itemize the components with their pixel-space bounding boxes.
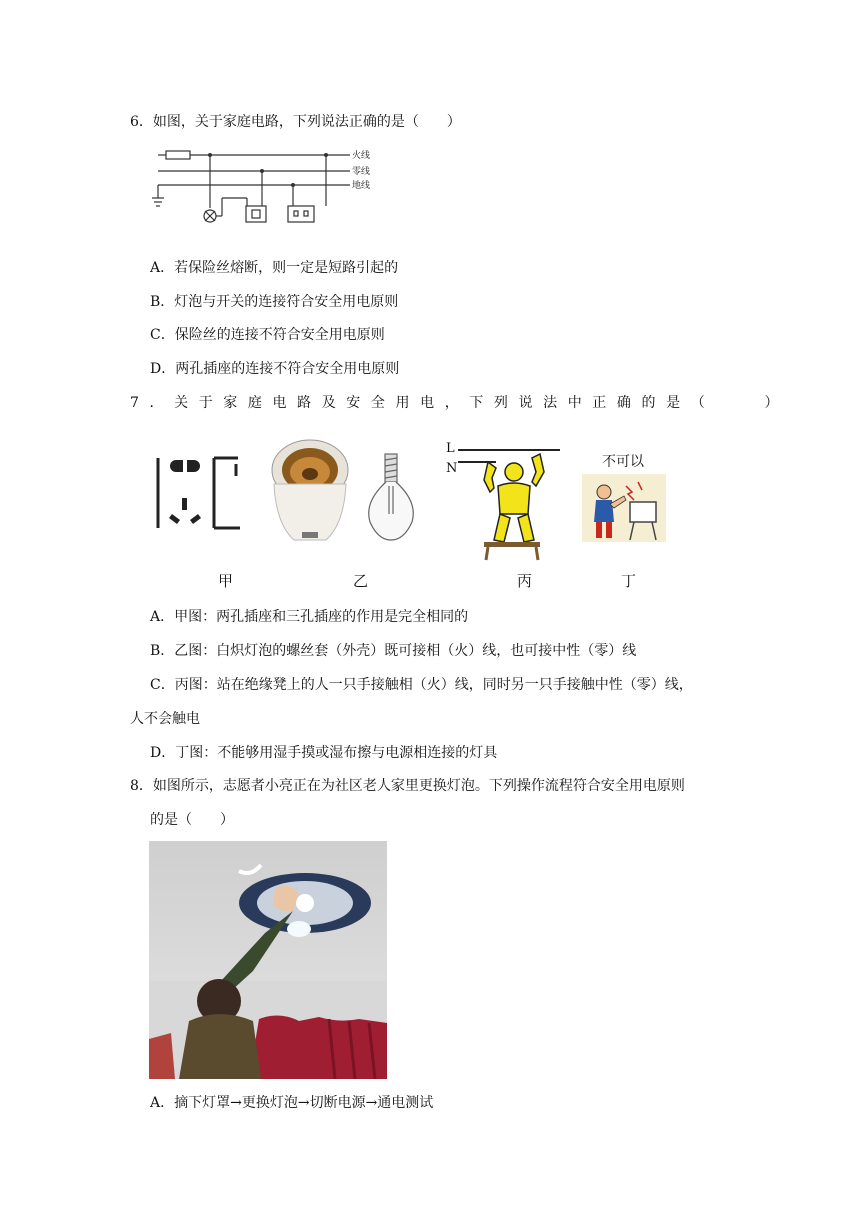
question-8-option-a: A．摘下灯罩→更换灯泡→切断电源→通电测试 bbox=[150, 1095, 434, 1111]
caption-ding: 丁 bbox=[621, 572, 637, 590]
ground-wire-label: 地线 bbox=[352, 181, 371, 191]
fuse-symbol bbox=[166, 151, 190, 159]
caption-bing: 丙 bbox=[517, 572, 533, 590]
question-7-option-c: C．丙图：站在绝缘凳上的人一只手接触相（火）线，同时另一只手接触中性（零）线， bbox=[150, 677, 693, 693]
wire-l-label: L bbox=[446, 441, 455, 456]
neutral-wire-label: 零线 bbox=[352, 167, 371, 177]
warning-text: 不可以 bbox=[602, 454, 644, 470]
question-7-stem: 7．关于家庭电路及安全用电，下列说法中正确的是（ ） bbox=[130, 395, 790, 411]
question-7-option-d: D．丁图：不能够用湿手摸或湿布擦与电源相连接的灯具 bbox=[150, 745, 498, 761]
question-8-photo-changing-bulb bbox=[149, 841, 387, 1079]
question-7-option-c-continued: 人不会触电 bbox=[130, 711, 200, 727]
figure-bing-person-touching-wires bbox=[444, 440, 564, 562]
caption-jia: 甲 bbox=[218, 572, 234, 590]
question-8-stem-continued: 的是（ ） bbox=[150, 812, 234, 828]
live-wire-label: 火线 bbox=[352, 151, 371, 161]
caption-yi: 乙 bbox=[353, 572, 369, 590]
figure-ding-wet-hand-warning bbox=[580, 452, 670, 548]
question-6-option-d: D．两孔插座的连接不符合安全用电原则 bbox=[150, 361, 400, 377]
switch-symbol bbox=[246, 206, 266, 222]
figure-yi-lampholder-bulb bbox=[268, 436, 428, 548]
question-8-stem: 8．如图所示，志愿者小亮正在为社区老人家里更换灯泡。下列操作流程符合安全用电原则 bbox=[130, 778, 685, 794]
question-6-circuit-diagram bbox=[150, 140, 390, 235]
socket-symbol bbox=[288, 206, 314, 222]
wire-n-label: N bbox=[446, 461, 458, 476]
figure-jia-sockets bbox=[152, 450, 252, 532]
question-6-option-c: C．保险丝的连接不符合安全用电原则 bbox=[150, 327, 385, 343]
question-7-option-b: B．乙图：白炽灯泡的螺丝套（外壳）既可接相（火）线，也可接中性（零）线 bbox=[150, 643, 637, 659]
question-6-stem: 6．如图，关于家庭电路，下列说法正确的是（ ） bbox=[130, 114, 461, 130]
question-6-option-a: A．若保险丝熔断，则一定是短路引起的 bbox=[150, 260, 399, 276]
question-6-option-b: B．灯泡与开关的连接符合安全用电原则 bbox=[150, 294, 399, 310]
question-7-option-a: A．甲图：两孔插座和三孔插座的作用是完全相同的 bbox=[150, 609, 469, 625]
